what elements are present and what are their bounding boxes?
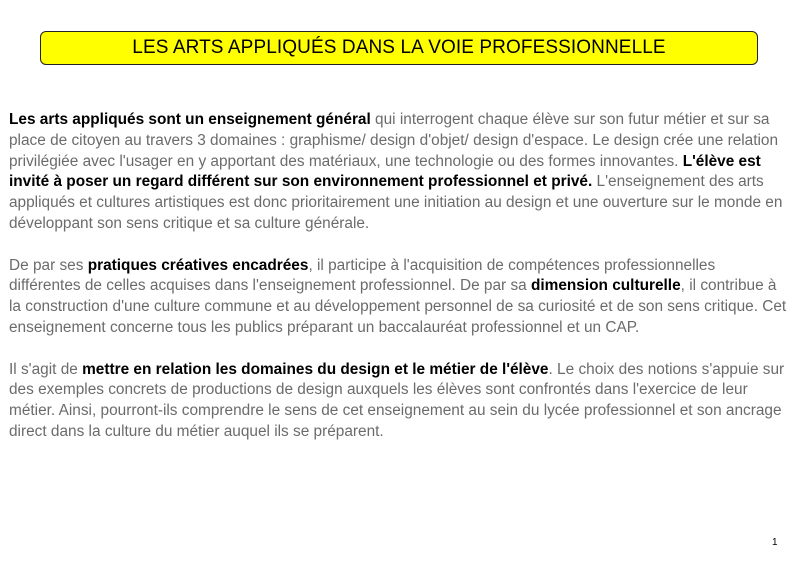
title-banner xyxy=(40,31,758,65)
text-segment: Les arts appliqués sont un enseignement général xyxy=(9,111,371,128)
text-segment: mettre en relation les domaines du design et le métier de l'élève xyxy=(82,360,549,378)
text-segment: L'élève est invité à poser un regard différent sur son environnement professionnel et privé. xyxy=(9,152,761,191)
body-text xyxy=(9,110,791,464)
page-number: 1 xyxy=(772,537,778,548)
paragraph-2 xyxy=(9,256,791,339)
text-segment: , il participe à l'acquisition de compétences professionnelles différentes de celles acquises dans l'enseignement professionnel. De par sa xyxy=(9,256,716,295)
text-segment: qui interrogent chaque élève sur son futur métier et sur sa place de citoyen au travers 3 domaines : graphisme/ design d'objet/ design d'espace. Le design crée une relation privilégiée avec l'usager en y apportant des matériaux, une technologie ou des formes innovantes. xyxy=(9,111,779,170)
text-segment: dimension culturelle xyxy=(530,277,681,295)
text-segment: L'enseignement des arts appliqués et cultures artistiques est donc prioritairement une initiation au design et une ouverture sur le monde en développant son sens critique et sa culture générale. xyxy=(9,173,783,232)
text-segment: De par ses xyxy=(9,256,88,274)
text-segment: , il contribue à la construction d'une culture commune et au développement personnel de sa curiosité et de son sens critique. Cet enseignement concerne tous les publics préparant un baccalauréat professionnel et un CAP. xyxy=(9,277,787,336)
text-segment: . Le choix des notions s'appuie sur des exemples concrets de productions de design auxquels les élèves sont confrontés dans l'exercice de leur métier. Ainsi, pourront-ils comprendre le sens de cet enseignement au sein du lycée professionnel et son ancrage direct dans la culture du métier auquel ils se préparent. xyxy=(9,360,785,440)
paragraph-1 xyxy=(9,110,791,235)
text-segment: pratiques créatives encadrées xyxy=(87,256,309,274)
text-segment: Il s'agit de xyxy=(9,360,83,378)
paragraph-3 xyxy=(9,360,791,443)
page-title: LES ARTS APPLIQUÉS DANS LA VOIE PROFESSIONNELLE xyxy=(132,37,666,58)
